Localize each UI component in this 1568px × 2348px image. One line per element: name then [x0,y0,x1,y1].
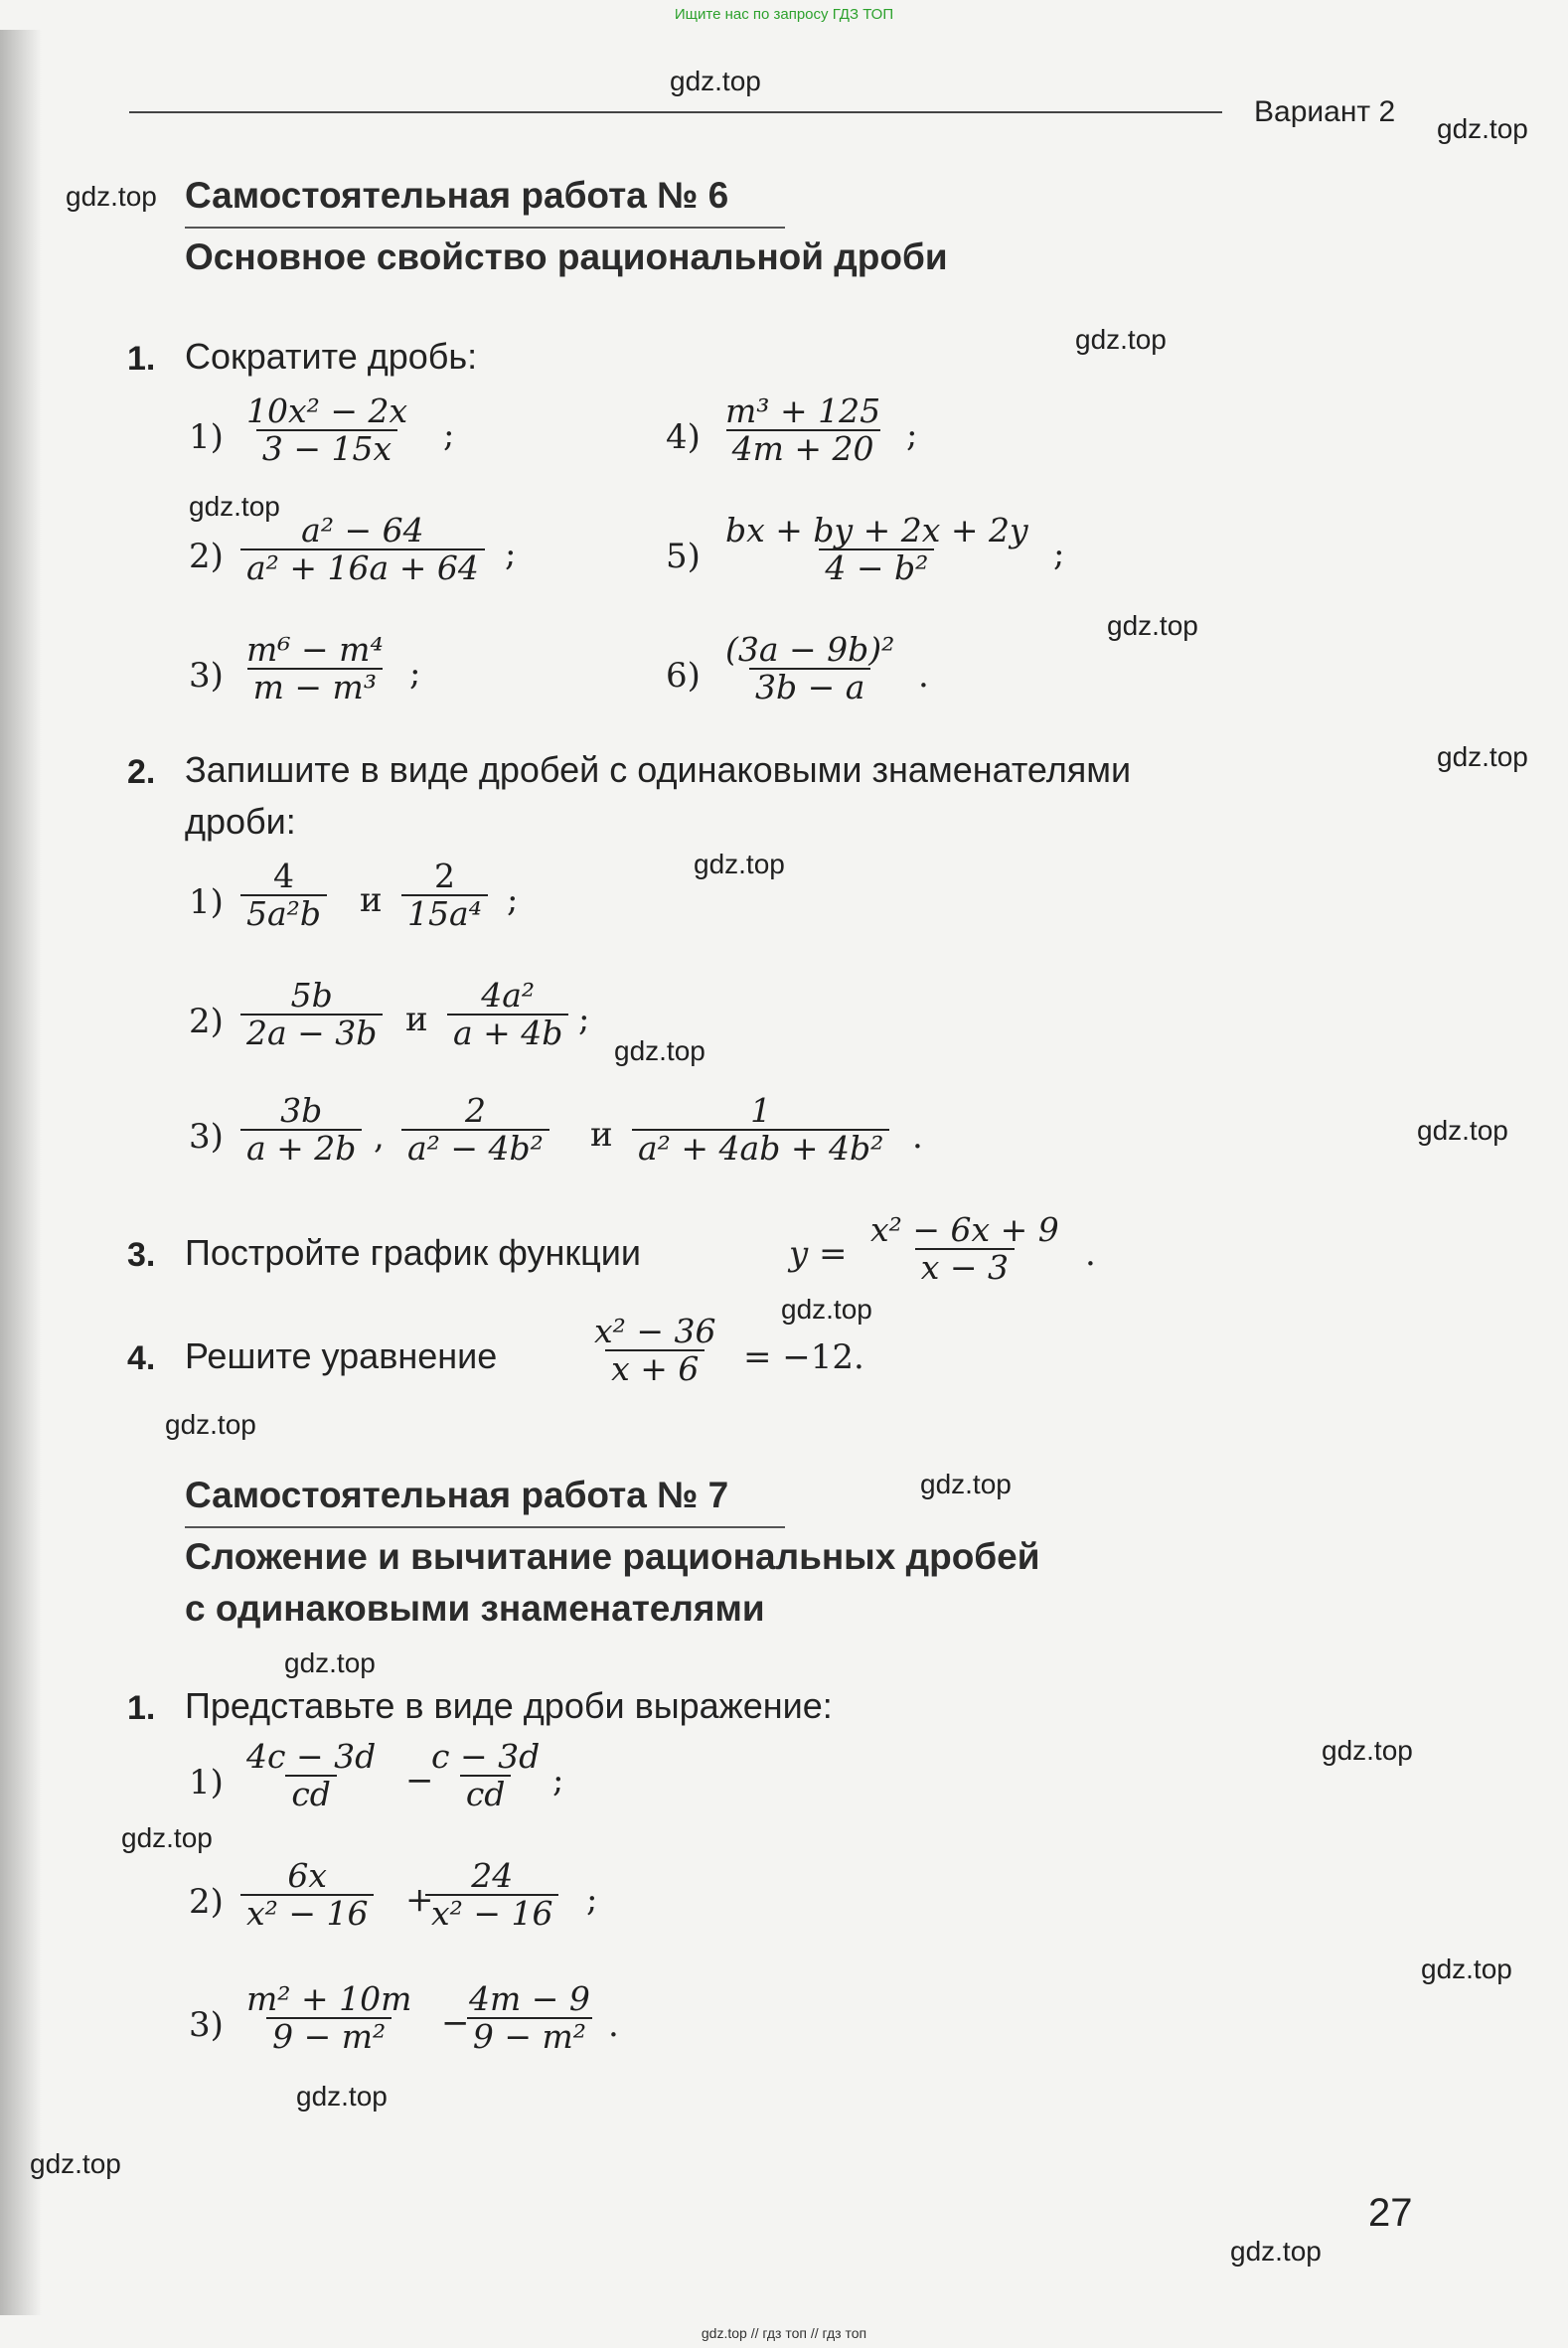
numerator: 4 [273,857,295,895]
watermark: gdz.top [30,2148,121,2179]
watermark: gdz.top [1417,1115,1508,1146]
work6-subtitle: Основное свойство рациональной дроби [185,236,948,277]
watermark: gdz.top [66,181,157,212]
fraction [240,632,390,706]
header-rule [129,111,1222,113]
work7-title: Самостоятельная работа № 7 [185,1475,729,1515]
numerator: 1 [750,1091,772,1130]
watermark: gdz.top [284,1647,376,1678]
numerator: 3b [280,1091,323,1130]
work7-subtitle-continued: с одинаковыми знаменателями [185,1588,765,1629]
operator: + [405,1880,434,1920]
denominator: 9 − m² [467,2017,592,2055]
denominator: a² − 4b² [401,1129,549,1167]
item-label: 1) [189,417,224,457]
numerator: 4a² [481,976,536,1015]
task-number: 1. [127,340,156,378]
task-number: 4. [127,1339,156,1377]
item-label: 5) [666,537,701,576]
page-shadow [0,30,42,2315]
watermark: gdz.top [165,1409,256,1440]
watermark: gdz.top [1437,741,1528,772]
item-label: 3) [189,2005,224,2045]
fraction [447,978,568,1052]
fraction [425,1739,546,1813]
numerator: m² + 10m [246,1979,412,2018]
watermark: gdz.top [614,1035,706,1066]
denominator: a² + 16a + 64 [240,548,485,586]
punctuation: ; [443,415,455,455]
watermark: gdz.top [1075,324,1167,355]
numerator: x² − 36 [594,1312,716,1350]
watermark: gdz.top [670,66,761,96]
punctuation: ; [507,880,519,920]
operator: − [405,1761,434,1800]
watermark: gdz.top [1322,1735,1413,1766]
punctuation: ; [552,1761,564,1800]
denominator: m − m³ [247,668,383,705]
fraction [240,978,383,1052]
punctuation: . [608,2005,619,2045]
watermark: gdz.top [920,1469,1012,1499]
fraction [719,393,886,468]
denominator: 5a²b [240,894,327,932]
work7-title-underline [185,1526,785,1528]
work6-title-underline [185,227,785,229]
task-number: 1. [127,1689,156,1727]
numerator: 5b [290,976,333,1015]
equation-rhs: = −12. [743,1337,864,1377]
punctuation: ; [1053,535,1065,574]
denominator: 4 − b² [819,548,934,586]
conjunction-and: и [360,880,383,920]
fraction [401,1093,549,1168]
conjunction-and: и [405,1000,428,1039]
denominator: x + 6 [605,1349,705,1387]
top-link[interactable]: Ищите нас по запросу ГДЗ ТОП [674,6,894,23]
denominator: a² + 4ab + 4b² [632,1129,889,1167]
watermark: gdz.top [1437,113,1528,144]
numerator: c − 3d [431,1737,541,1776]
fraction [240,513,485,587]
comma: , [374,1117,385,1157]
item-label: 2) [189,1002,224,1041]
numerator: 10x² − 2x [246,391,408,430]
numerator: m³ + 125 [725,391,881,430]
item-label: 3) [189,656,224,696]
watermark: gdz.top [296,2081,388,2112]
punctuation: ; [409,654,421,694]
denominator: x − 3 [915,1248,1015,1286]
numerator: bx + by + 2x + 2y [725,511,1028,549]
fraction [240,393,413,468]
punctuation: . [1085,1234,1096,1274]
numerator: a² − 64 [301,511,424,549]
punctuation: ; [505,535,517,574]
denominator: 4m + 20 [726,429,880,467]
numerator: 4c − 3d [246,1737,377,1776]
punctuation: ; [578,1000,590,1039]
task-text: Сократите дробь: [185,336,478,377]
denominator: x² − 16 [425,1894,558,1932]
denominator: 2a − 3b [240,1014,383,1051]
bottom-links[interactable]: gdz.top // гдз топ // гдз топ [701,2325,867,2341]
watermark: gdz.top [1421,1954,1512,1984]
task-text-continued: дроби: [185,801,296,842]
numerator: 6x [287,1856,328,1895]
function-lhs: y = [789,1234,848,1274]
fraction [719,513,1034,587]
fraction [463,1981,596,2056]
punctuation: ; [586,1880,598,1920]
work7-subtitle: Сложение и вычитание рациональных дробей [185,1536,1040,1577]
variant-label: Вариант 2 [1254,95,1396,128]
watermark: gdz.top [694,849,785,879]
item-label: 1) [189,882,224,922]
punctuation: . [918,656,929,696]
item-label: 1) [189,1763,224,1802]
item-label: 6) [666,656,701,696]
watermark: gdz.top [781,1294,872,1325]
numerator: 4m − 9 [469,1979,590,2018]
fraction [632,1093,889,1168]
conjunction-and: и [590,1115,613,1155]
denominator: cd [460,1775,512,1812]
fraction [240,1093,362,1168]
item-label: 2) [189,1882,224,1922]
task-number: 3. [127,1236,156,1274]
denominator: 3b − a [749,668,870,705]
fraction [588,1314,721,1388]
task-text: Постройте график функции [185,1232,641,1273]
task-text: Решите уравнение [185,1335,498,1376]
task-number: 2. [127,753,156,791]
numerator: (3a − 9b)² [725,630,895,669]
item-label: 4) [666,417,701,457]
denominator: a + 4b [447,1014,568,1051]
fraction [401,859,488,933]
item-label: 2) [189,537,224,576]
numerator: 2 [464,1091,486,1130]
fraction [864,1212,1065,1287]
denominator: a + 2b [240,1129,362,1167]
denominator: 15a⁴ [401,894,488,932]
task-text: Запишите в виде дробей с одинаковыми знаменателями [185,749,1132,790]
fraction [719,632,900,706]
denominator: x² − 16 [240,1894,374,1932]
fraction [240,859,327,933]
page-number: 27 [1368,2191,1413,2235]
numerator: 24 [471,1856,514,1895]
fraction [425,1858,558,1933]
numerator: m⁶ − m⁴ [246,630,384,669]
work6-title: Самостоятельная работа № 6 [185,175,729,216]
denominator: 3 − 15x [256,429,397,467]
operator: − [441,2003,470,2043]
punctuation: . [912,1117,923,1157]
denominator: 9 − m² [266,2017,392,2055]
task-text: Представьте в виде дроби выражение: [185,1685,833,1726]
item-label: 3) [189,1117,224,1157]
denominator: cd [285,1775,337,1812]
punctuation: ; [906,415,918,455]
watermark: gdz.top [1107,610,1198,641]
fraction [240,1858,374,1933]
fraction [240,1739,382,1813]
watermark: gdz.top [189,491,280,522]
numerator: 2 [433,857,455,895]
numerator: x² − 6x + 9 [870,1210,1059,1249]
fraction [240,1981,417,2056]
watermark: gdz.top [1230,2236,1322,2267]
watermark: gdz.top [121,1822,213,1853]
